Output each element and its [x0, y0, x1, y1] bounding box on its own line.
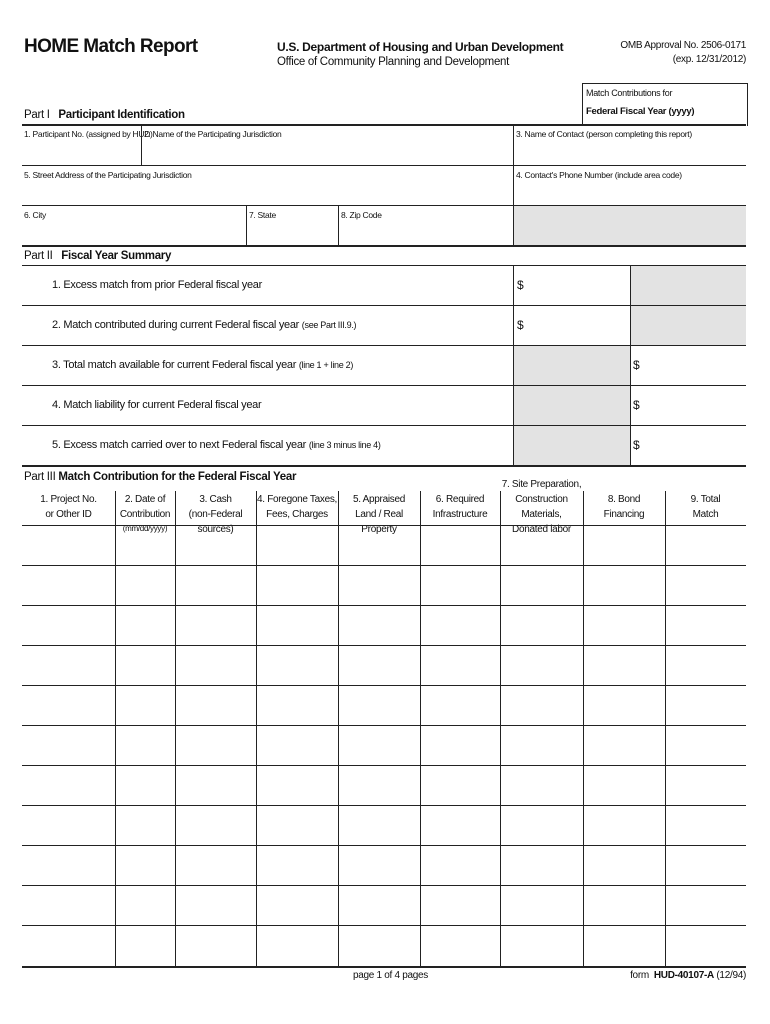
project-no-cell[interactable] — [23, 886, 114, 925]
column-header-line: (mm/dd/yyyy) — [122, 524, 168, 533]
part2-heading — [24, 250, 171, 262]
omb-expiration: (exp. 12/31/2012) — [672, 54, 746, 65]
contribution-date-cell[interactable] — [116, 646, 174, 685]
divider — [22, 245, 746, 247]
column-header-project-no — [22, 492, 115, 522]
column-header-line: 9. Total — [690, 494, 721, 505]
project-no-cell[interactable] — [23, 846, 114, 885]
appraised-land-cell[interactable] — [339, 646, 419, 685]
required-infrastructure-cell[interactable] — [421, 566, 499, 605]
table-row — [22, 686, 746, 725]
part1-number: Part I — [24, 109, 50, 121]
divider — [22, 265, 746, 266]
divider — [630, 265, 631, 465]
form-date: (12/94) — [716, 970, 746, 981]
field2-label: 2. Name of the Participating Jurisdiction — [144, 129, 282, 139]
field5-label: 5. Street Address of the Participating Jurisdiction — [24, 170, 192, 180]
bond-financing-cell[interactable] — [584, 646, 664, 685]
contribution-date-cell[interactable] — [116, 566, 174, 605]
project-no-cell[interactable] — [23, 606, 114, 645]
site-preparation-cell[interactable] — [501, 806, 582, 845]
total-match-cell[interactable] — [666, 526, 745, 565]
total-match-cell[interactable] — [666, 726, 745, 765]
form-id: HUD-40107-A — [653, 970, 714, 981]
total-match-cell[interactable] — [666, 606, 745, 645]
column-header-line: 7. Site Preparation, — [501, 479, 582, 490]
part1-heading — [24, 109, 185, 121]
site-preparation-cell[interactable] — [501, 886, 582, 925]
column-header-line: 2. Date of — [124, 494, 166, 505]
site-preparation-cell[interactable] — [501, 686, 582, 725]
cash-cell[interactable] — [176, 566, 255, 605]
match-for-label: Match Contributions for — [586, 88, 673, 98]
field4-label: 4. Contact's Phone Number (include area code) — [516, 170, 682, 180]
column-header-line: or Other ID — [45, 509, 92, 520]
foregone-taxes-cell[interactable] — [257, 766, 337, 805]
column-header-line: 5. Appraised — [353, 494, 405, 505]
cash-cell[interactable] — [176, 686, 255, 725]
site-preparation-cell[interactable] — [501, 846, 582, 885]
project-no-cell[interactable] — [23, 726, 114, 765]
project-no-cell[interactable] — [23, 766, 114, 805]
required-infrastructure-cell[interactable] — [421, 766, 499, 805]
office-name: Office of Community Planning and Development — [277, 56, 510, 68]
required-infrastructure-cell[interactable] — [421, 686, 499, 725]
divider — [22, 425, 746, 426]
appraised-land-cell[interactable] — [339, 566, 419, 605]
divider — [22, 305, 746, 306]
table-row — [22, 606, 746, 645]
line5-amount-field[interactable] — [642, 430, 742, 460]
table-row — [22, 886, 746, 925]
street-address-field[interactable] — [24, 183, 510, 205]
appraised-land-cell[interactable] — [339, 606, 419, 645]
divider — [22, 966, 746, 968]
table-row — [22, 566, 746, 605]
appraised-land-cell[interactable] — [339, 726, 419, 765]
required-infrastructure-cell[interactable] — [421, 606, 499, 645]
foregone-taxes-cell[interactable] — [257, 606, 337, 645]
foregone-taxes-cell[interactable] — [257, 846, 337, 885]
appraised-land-cell[interactable] — [339, 686, 419, 725]
project-no-cell[interactable] — [23, 646, 114, 685]
foregone-taxes-cell[interactable] — [257, 806, 337, 845]
cash-cell[interactable] — [176, 806, 255, 845]
column-header-line: Donated labor — [512, 524, 571, 535]
contribution-date-cell[interactable] — [116, 526, 174, 565]
column-header-line: Construction Materials, — [515, 494, 568, 520]
total-match-cell[interactable] — [666, 846, 745, 885]
summary-line-3 — [52, 359, 353, 371]
appraised-land-cell[interactable] — [339, 526, 419, 565]
summary-line-2 — [52, 319, 356, 331]
column-header-total-match — [665, 492, 746, 522]
field8-label: 8. Zip Code — [341, 210, 382, 220]
project-no-cell[interactable] — [23, 566, 114, 605]
total-match-cell[interactable] — [666, 766, 745, 805]
total-match-cell[interactable] — [666, 886, 745, 925]
cash-cell[interactable] — [176, 766, 255, 805]
part3-number: Part III — [24, 471, 56, 483]
bond-financing-cell[interactable] — [584, 526, 664, 565]
shaded-cell — [514, 206, 746, 245]
state-field[interactable] — [249, 222, 335, 244]
column-header-line: 4. Foregone Taxes, — [256, 494, 338, 505]
table-row — [22, 726, 746, 765]
line-label: 2. Match contributed during current Federal fiscal year — [52, 319, 300, 331]
dollar-sign: $ — [633, 398, 640, 412]
foregone-taxes-cell[interactable] — [257, 646, 337, 685]
appraised-land-cell[interactable] — [339, 886, 419, 925]
column-header-line: Financing — [603, 509, 645, 520]
foregone-taxes-cell[interactable] — [257, 566, 337, 605]
line-label: 1. Excess match from prior Federal fiscal year — [52, 279, 262, 291]
line4-amount-field[interactable] — [642, 390, 742, 420]
column-header-line: 1. Project No. — [40, 494, 97, 505]
divider — [22, 165, 746, 166]
total-match-cell[interactable] — [666, 566, 745, 605]
bond-financing-cell[interactable] — [584, 806, 664, 845]
line-label: 3. Total match available for current Federal fiscal year — [52, 359, 297, 371]
divider — [22, 385, 746, 386]
page-number: page 1 of 4 pages — [353, 970, 428, 981]
foregone-taxes-cell[interactable] — [257, 526, 337, 565]
fiscal-year-label: Federal Fiscal Year (yyyy) — [586, 106, 695, 117]
line-label: 5. Excess match carried over to next Federal fiscal year — [52, 439, 307, 451]
line-note: (see Part III.9.) — [301, 320, 357, 330]
contribution-date-cell[interactable] — [116, 846, 174, 885]
dollar-sign: $ — [633, 438, 640, 452]
site-preparation-cell[interactable] — [501, 766, 582, 805]
foregone-taxes-cell[interactable] — [257, 886, 337, 925]
divider — [513, 265, 514, 465]
line2-amount-field[interactable] — [526, 310, 626, 340]
divider — [338, 206, 339, 245]
field1-label: 1. Participant No. (assigned by HUD) — [24, 129, 153, 139]
dollar-sign: $ — [517, 278, 524, 292]
part1-title: Participant Identification — [58, 109, 185, 121]
column-header-line: Fees, Charges — [266, 509, 328, 520]
site-preparation-cell[interactable] — [501, 726, 582, 765]
column-header-line: 6. Required — [435, 494, 485, 505]
contact-phone-field[interactable] — [516, 183, 744, 205]
contribution-date-cell[interactable] — [116, 606, 174, 645]
cash-cell[interactable] — [176, 726, 255, 765]
line1-amount-field[interactable] — [526, 270, 626, 300]
field7-label: 7. State — [249, 210, 276, 220]
column-header-line: 8. Bond — [607, 494, 641, 505]
contribution-date-cell[interactable] — [116, 766, 174, 805]
required-infrastructure-cell[interactable] — [421, 726, 499, 765]
line-note: (line 3 minus line 4) — [308, 440, 381, 450]
divider — [22, 124, 746, 126]
appraised-land-cell[interactable] — [339, 806, 419, 845]
contribution-date-cell[interactable] — [116, 726, 174, 765]
table-row — [22, 846, 746, 885]
total-match-cell[interactable] — [666, 646, 745, 685]
participant-no-field[interactable] — [24, 142, 138, 164]
part2-title: Fiscal Year Summary — [61, 250, 172, 262]
cash-cell[interactable] — [176, 646, 255, 685]
site-preparation-cell[interactable] — [501, 526, 582, 565]
summary-line-5 — [52, 439, 381, 451]
form-number — [630, 970, 746, 981]
bond-financing-cell[interactable] — [584, 846, 664, 885]
bond-financing-cell[interactable] — [584, 566, 664, 605]
dollar-sign: $ — [517, 318, 524, 332]
bond-financing-cell[interactable] — [584, 886, 664, 925]
appraised-land-cell[interactable] — [339, 766, 419, 805]
bond-financing-cell[interactable] — [584, 606, 664, 645]
part3-title: Match Contribution for the Federal Fiscal Year — [58, 471, 297, 483]
bond-financing-cell[interactable] — [584, 766, 664, 805]
line-label: 4. Match liability for current Federal fiscal year — [52, 399, 262, 411]
divider — [141, 125, 142, 165]
column-header-bond-financing — [583, 492, 665, 522]
summary-line-1 — [52, 279, 262, 291]
line3-amount-field[interactable] — [642, 350, 742, 380]
contact-name-field[interactable] — [516, 142, 744, 164]
dollar-sign: $ — [633, 358, 640, 372]
table-row — [22, 526, 746, 565]
cash-cell[interactable] — [176, 846, 255, 885]
site-preparation-cell[interactable] — [501, 646, 582, 685]
project-no-cell[interactable] — [23, 806, 114, 845]
contribution-date-cell[interactable] — [116, 686, 174, 725]
shaded-cell — [514, 346, 630, 465]
divider — [22, 465, 746, 467]
total-match-cell[interactable] — [666, 806, 745, 845]
bond-financing-cell[interactable] — [584, 686, 664, 725]
column-header-line: Infrastructure — [432, 509, 488, 520]
required-infrastructure-cell[interactable] — [421, 526, 499, 565]
required-infrastructure-cell[interactable] — [421, 806, 499, 845]
column-header-foregone-taxes — [256, 492, 338, 522]
foregone-taxes-cell[interactable] — [257, 686, 337, 725]
required-infrastructure-cell[interactable] — [421, 886, 499, 925]
column-header-line: 3. Cash — [199, 494, 232, 505]
cash-cell[interactable] — [176, 526, 255, 565]
total-match-cell[interactable] — [666, 686, 745, 725]
part2-number: Part II — [24, 250, 53, 262]
site-preparation-cell[interactable] — [501, 606, 582, 645]
agency-name: U.S. Department of Housing and Urban Development — [277, 40, 564, 54]
summary-line-4 — [52, 399, 261, 411]
divider — [22, 925, 746, 926]
part3-heading — [24, 471, 296, 483]
column-header-line: Contribution — [119, 509, 171, 520]
cash-cell[interactable] — [176, 886, 255, 925]
column-header-required-infrastructure — [420, 492, 500, 522]
column-header-line: (non-Federal sources) — [188, 509, 243, 535]
contribution-date-cell[interactable] — [116, 886, 174, 925]
bond-financing-cell[interactable] — [584, 726, 664, 765]
divider — [22, 345, 746, 346]
line-note: (line 1 + line 2) — [298, 360, 354, 370]
field6-label: 6. City — [24, 210, 46, 220]
required-infrastructure-cell[interactable] — [421, 646, 499, 685]
table-row — [22, 766, 746, 805]
cash-cell[interactable] — [176, 606, 255, 645]
city-field[interactable] — [24, 222, 242, 244]
table-row — [22, 646, 746, 685]
form-prefix: form — [630, 970, 649, 981]
column-header-line: Land / Real Property — [355, 509, 403, 535]
table-row — [22, 806, 746, 845]
omb-approval: OMB Approval No. 2506-0171 — [620, 40, 746, 51]
column-header-line: Match — [692, 509, 719, 520]
field3-label: 3. Name of Contact (person completing this report) — [516, 129, 692, 139]
foregone-taxes-cell[interactable] — [257, 726, 337, 765]
site-preparation-cell[interactable] — [501, 566, 582, 605]
zip-code-field[interactable] — [341, 222, 511, 244]
jurisdiction-name-field[interactable] — [144, 142, 510, 164]
required-infrastructure-cell[interactable] — [421, 846, 499, 885]
project-no-cell[interactable] — [23, 686, 114, 725]
project-no-cell[interactable] — [23, 526, 114, 565]
appraised-land-cell[interactable] — [339, 846, 419, 885]
divider — [246, 206, 247, 245]
contribution-date-cell[interactable] — [116, 806, 174, 845]
form-title: HOME Match Report — [24, 36, 198, 57]
